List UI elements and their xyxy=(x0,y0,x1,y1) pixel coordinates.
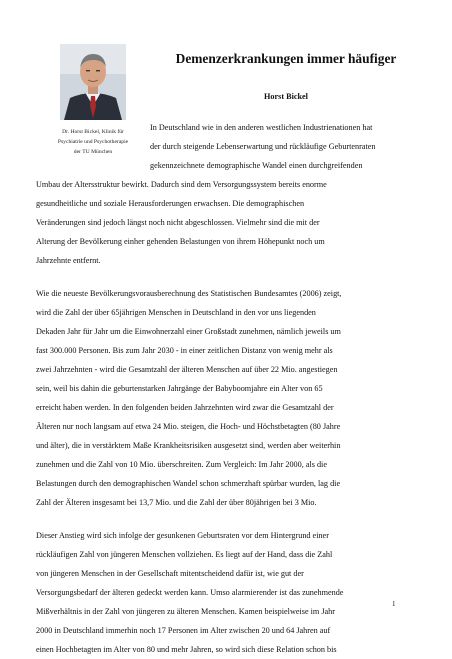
text-line: zwei Jahrzehnten - wird die Gesamtzahl der älteren Menschen auf über 22 Mio. angestiegen xyxy=(36,365,338,374)
text-line: Veränderungen sind jedoch längst noch nicht abgeschlossen. Vielmehr sind die mit der xyxy=(36,218,320,227)
author-photo xyxy=(60,44,126,120)
paragraph-2 xyxy=(36,284,418,512)
text-line: Versorgungsbedarf der älteren gedeckt werden kann. Umso alarmierender ist das zunehmende xyxy=(36,588,344,597)
text-line: Älteren nur noch langsam auf etwa 24 Mio. steigen, die Hoch- und Höchstbetagten (80 Jahre xyxy=(36,422,341,431)
text-line: Dieser Anstieg wird sich infolge der gesunkenen Geburtsraten vor dem Hintergrund einer xyxy=(36,531,329,540)
text-line: fast 300.000 Personen. Bis zum Jahr 2030 - in einer zeitlichen Distanz von wenig mehr als xyxy=(36,346,333,355)
text-line: zunehmen und die Zahl von 10 Mio. überschreiten. Zum Vergleich: Im Jahr 2000, als die xyxy=(36,460,327,469)
text-line: von jüngeren Menschen in der Gesellschaft mitentscheidend dafür ist, wie gut der xyxy=(36,569,304,578)
caption-line: der TU München xyxy=(73,148,113,155)
paragraph-intro-continued xyxy=(36,175,418,270)
caption-line: Psychiatrie und Psychotherapie xyxy=(57,138,129,145)
text-line: 2000 in Deutschland immerhin noch 17 Personen im Alter zwischen 20 und 64 Jahren auf xyxy=(36,626,331,635)
text-line: und älter), die in verstärktem Maße Krankheitsrisiken ausgesetzt sind, werden aber weiterhin xyxy=(36,441,341,450)
author-portrait-image xyxy=(60,44,126,120)
text-line: wird die Zahl der über 65jährigen Menschen in Deutschland in den vor uns liegenden xyxy=(36,308,316,317)
caption-line: Dr. Horst Bickel, Klinik für xyxy=(62,129,124,135)
paragraph-3 xyxy=(36,526,418,659)
text-line: einen Hochbetagten im Alter von 80 und mehr Jahren, so wird sich diese Relation schon bis xyxy=(36,645,337,654)
text-line: erreicht haben werden. In den folgenden beiden Jahrzehnten wird zwar die Gesamtzahl der xyxy=(36,403,334,412)
text-line: gesundheitliche und soziale Herausforderungen erwachsen. Die demographischen xyxy=(36,199,305,208)
text-line: Jahrzehnte entfernt. xyxy=(36,256,101,265)
photo-caption xyxy=(36,128,150,157)
page-number: 1 xyxy=(392,600,396,608)
text-line: Zahl der Älteren insgesamt bei 13,7 Mio. und die Zahl der über 80jährigen bei 3 Mio. xyxy=(36,498,317,507)
text-line: Alterung der Bevölkerung einher gehenden Belastungen von ihrem Höhepunkt noch um xyxy=(36,237,325,246)
intro-side-text xyxy=(150,118,418,175)
text-line: Umbau der Altersstruktur bewirkt. Dadurch sind dem Versorgungssystem bereits enorme xyxy=(36,180,327,189)
text-line: gekennzeichnete demographische Wandel einen durchgreifenden xyxy=(150,161,363,170)
text-line: In Deutschland wie in den anderen westlichen Industrienationen hat xyxy=(150,123,373,132)
text-line: rückläufigen Zahl von jüngeren Menschen vollziehen. Es liegt auf der Hand, dass die Zahl xyxy=(36,550,333,559)
article-body xyxy=(36,175,418,659)
text-line: sein, weil bis dahin die geburtenstarken Jahrgänge der Babyboomjahre ein Alter von 65 xyxy=(36,384,323,393)
text-line: Dekaden Jahr für Jahr um die Einwohnerzahl einer Großstadt zunehmen, nämlich jeweils um xyxy=(36,327,341,336)
text-line: Mißverhältnis in der Zahl von jüngeren zu älteren Menschen. Kamen beispielweise im Jahr xyxy=(36,607,335,616)
article-author: Horst Bickel xyxy=(264,92,308,101)
text-line: Wie die neueste Bevölkerungsvorausberechnung des Statistischen Bundesamtes (2006) zeigt, xyxy=(36,289,342,298)
text-line: der durch steigende Lebenserwartung und rückläufige Geburtenraten xyxy=(150,142,376,151)
text-line: Belastungen durch den demographischen Wandel schon schmerzhaft spürbar wurden, lag die xyxy=(36,479,341,488)
article-title: Demenzerkrankungen immer häufiger xyxy=(175,51,397,66)
